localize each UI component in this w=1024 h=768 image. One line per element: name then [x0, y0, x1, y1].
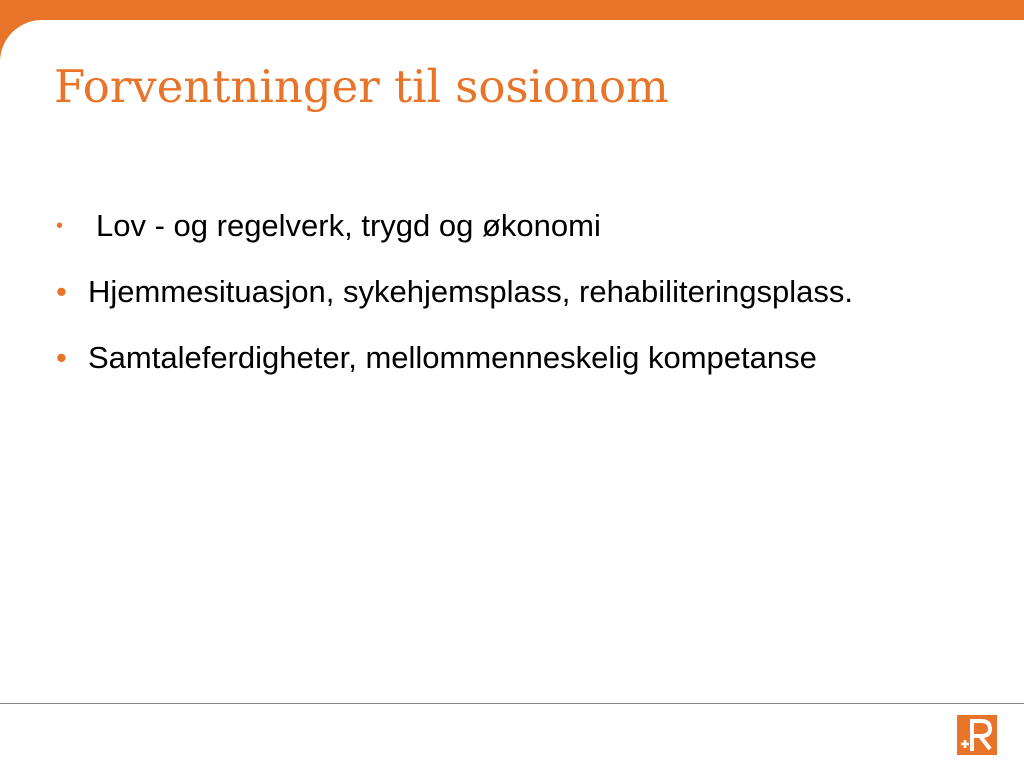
slide-title: Forventninger til sosionom [54, 60, 669, 113]
bullet-dot-icon: • [56, 340, 67, 375]
bullet-dot-icon: • [56, 274, 67, 309]
bullet-list [54, 204, 954, 402]
bullet-item [54, 204, 954, 248]
bullet-text: Lov - og regelverk, trygd og økonomi [96, 208, 601, 243]
r-plus-logo-icon [957, 715, 997, 755]
bullet-text: Samtaleferdigheter, mellommenneskelig kompetanse [88, 340, 817, 375]
slide-content-area [0, 20, 1024, 768]
bullet-item [54, 336, 954, 380]
bullet-item [54, 270, 954, 314]
footer-divider [0, 703, 1024, 704]
bullet-dot-icon: • [56, 215, 64, 237]
bullet-text: Hjemmesituasjon, sykehjemsplass, rehabiliteringsplass. [88, 274, 853, 309]
